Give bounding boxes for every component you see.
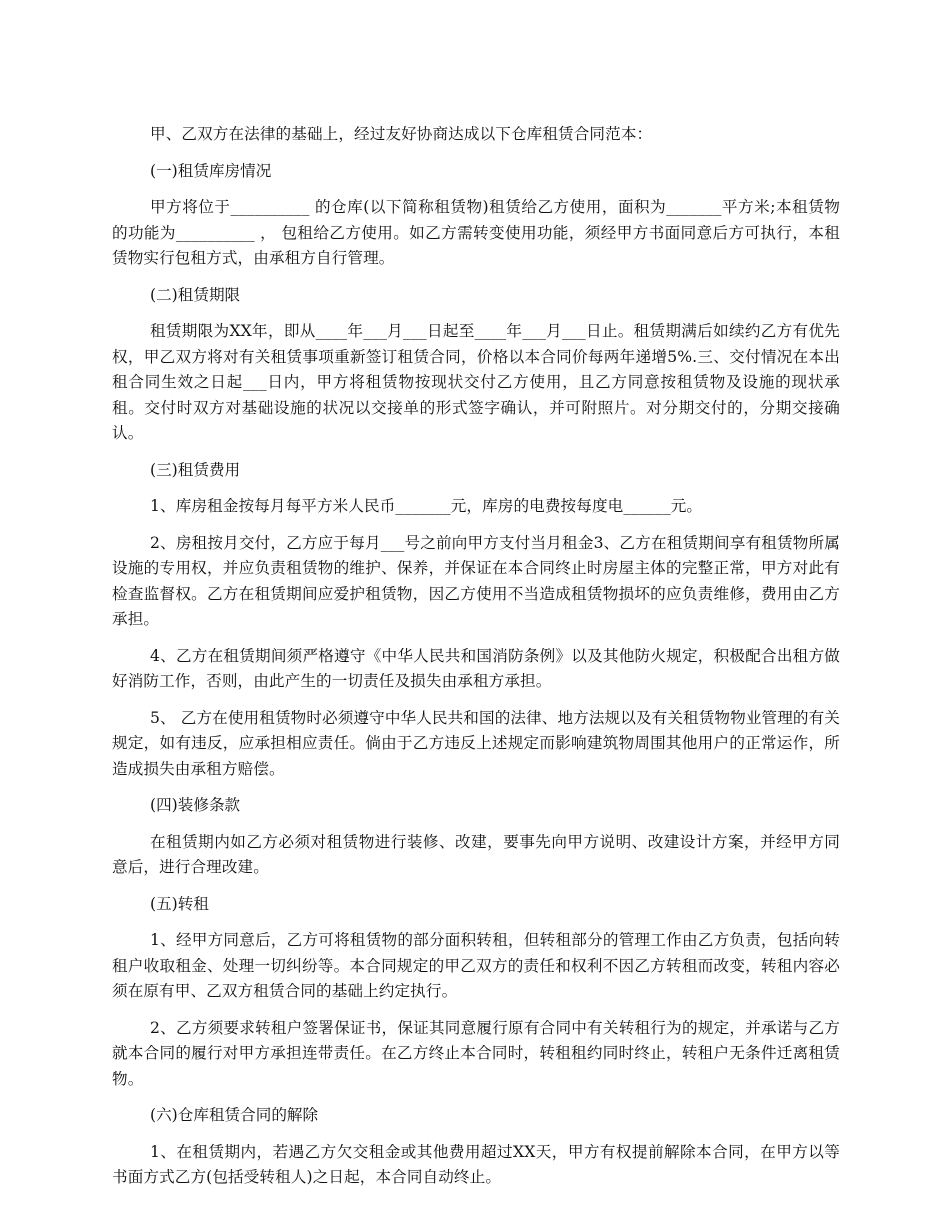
intro-paragraph: 甲、乙双方在法律的基础上，经过友好协商达成以下仓库租赁合同范本： [150,125,653,143]
paragraph: 租赁期限为XX年，即从____年___月___日起至____年___月___日止。租赁期满后如续约乙方有优先权，甲乙双方将对有关租赁事项重新签订租赁合同，价格以本合同价每两年递增5%.三、交付情况在本出租合同生效之日起___日内，甲方将租赁物按现状交付乙方使用，且乙方同意按租赁物及设施的现状承租。交付时双方对基础设施的状况以交接单的形式签字确认，并可附照片。对分期交付的，分期交接确认。 [112,322,840,442]
paragraph: 4、乙方在租赁期间须严格遵守《中华人民共和国消防条例》以及其他防火规定，积极配合出租方做好消防工作，否则，由此产生的一切责任及损失由承租方承担。 [112,646,840,690]
paragraph: 1、库房租金按每月每平方米人民币_______元，库房的电费按每度电______元。 [150,497,703,515]
section-heading-1: (一)租赁库房情况 [150,161,272,180]
paragraph: 1、经甲方同意后，乙方可将租赁物的部分面积转租，但转租部分的管理工作由乙方负责，包括向转租户收取租金、处理一切纠纷等。本合同规定的甲乙双方的责任和权利不因乙方转租而改变，转租内容必须在原有甲、乙双方租赁合同的基础上约定执行。 [112,931,840,1000]
paragraph: 在租赁期内如乙方必须对租赁物进行装修、改建，要事先向甲方说明、改建设计方案，并经甲方同意后，进行合理改建。 [112,832,840,876]
section-heading-6: (六)仓库租赁合同的解除 [150,1106,319,1124]
paragraph: 甲方将位于__________ 的仓库(以下简称租赁物)租赁给乙方使用，面积为_______平方米;本租赁物的功能为__________ ， 包租给乙方使用。如乙方需转变使用功能，须经甲方书面同意后方可执行，本租赁物实行包租方式，由承租方自行管理。 [112,198,840,267]
section-heading-2: (二)租赁期限 [150,285,241,304]
paragraph: 2、房租按月交付，乙方应于每月___号之前向甲方支付当月租金3、乙方在租赁期间享有租赁物所属设施的专用权，并应负责租赁物的维护、保养，并保证在本合同终止时房屋主体的完整正常，甲方对此有检查监督权。乙方在租赁期间应爱护租赁物，因乙方使用不当造成租赁物损坏的应负责维修，费用由乙方承担。 [112,533,840,628]
section-heading-4: (四)装修条款 [150,796,241,814]
paragraph: 5、 乙方在使用租赁物时必须遵守中华人民共和国的法律、地方法规以及有关租赁物物业管理的有关规定，如有违反，应承担相应责任。倘由于乙方违反上述规定而影响建筑物周围其他用户的正常运作，所造成损失由承租方赔偿。 [112,708,840,778]
section-heading-3: (三)租赁费用 [150,460,241,479]
paragraph: 2、乙方须要求转租户签署保证书，保证其同意履行原有合同中有关转租行为的规定，并承诺与乙方就本合同的履行对甲方承担连带责任。在乙方终止本合同时，转租租约同时终止，转租户无条件迁离租赁物。 [112,1018,840,1088]
section-heading-5: (五)转租 [150,894,209,913]
paragraph: 1、在租赁期内，若遇乙方欠交租金或其他费用超过XX天，甲方有权提前解除本合同，在甲方以等书面方式乙方(包括受转租人)之日起，本合同自动终止。 [112,1142,840,1186]
document-body [112,122,840,1202]
